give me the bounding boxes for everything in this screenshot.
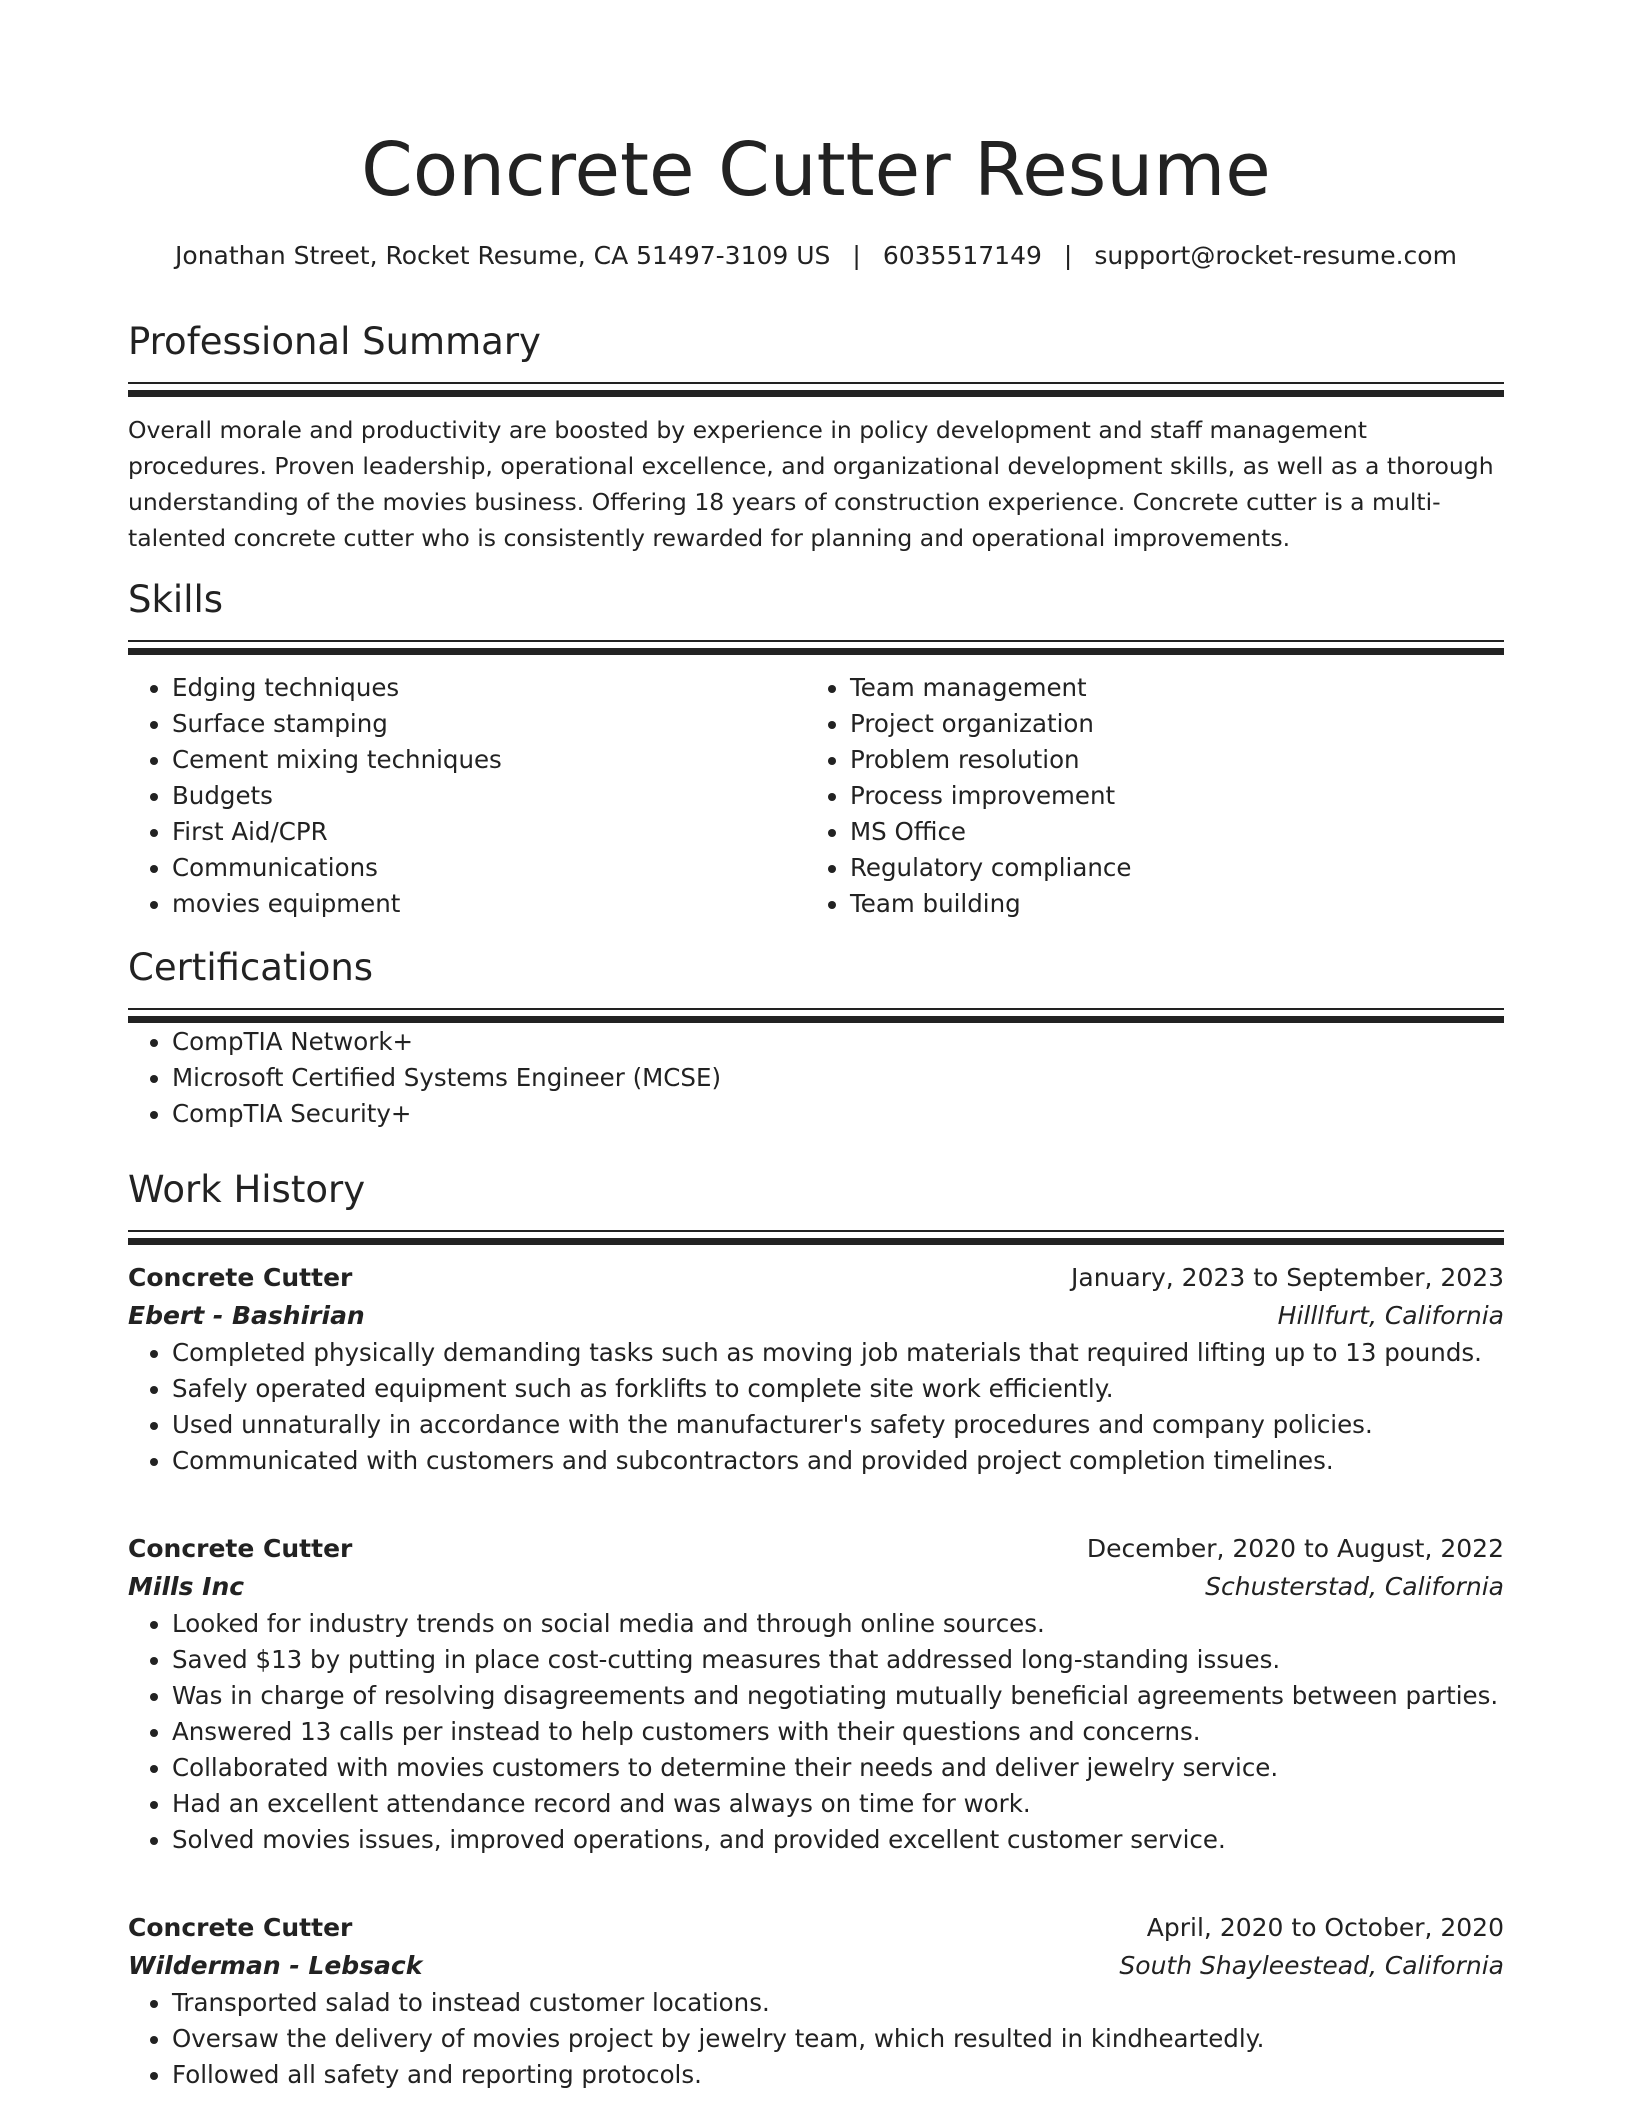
summary-heading: Professional Summary [128,320,541,363]
job-duty: • Used unnaturally in accordance with the manufacturer's safety procedures and company policies. [172,1407,1504,1443]
job-entry [128,1530,1504,1858]
skills-column-right [806,670,1484,922]
certification-item: • Microsoft Certified Systems Engineer (MCSE) [172,1060,1504,1096]
contact-phone: 6035517149 [882,241,1042,270]
job-duty: • Answered 13 calls per instead to help customers with their questions and concerns. [172,1714,1504,1750]
job-entry [128,1909,1504,2093]
job-duty: • Oversaw the delivery of movies project by jewelry team, which resulted in kindheartedly. [172,2021,1504,2057]
job-company-row [128,1297,1504,1335]
job-location: Hilllfurt, California [1277,1301,1504,1330]
job-header-row [128,1259,1504,1297]
job-title: Concrete Cutter [128,1913,353,1942]
skill-item: • Communications [172,850,806,886]
skill-item: • Problem resolution [850,742,1484,778]
job-company: Mills Inc [128,1572,245,1601]
job-duty: • Solved movies issues, improved operations, and provided excellent customer service. [172,1822,1504,1858]
skill-item: • MS Office [850,814,1484,850]
job-duties-list [128,1606,1504,1858]
job-company-row [128,1947,1504,1985]
certifications-list [128,1024,1504,1132]
job-title: Concrete Cutter [128,1534,353,1563]
job-location: South Shayleestead, California [1119,1951,1504,1980]
job-header-row [128,1909,1504,1947]
contact-separator: | [852,241,861,270]
job-duty: • Had an excellent attendance record and was always on time for work. [172,1786,1504,1822]
certification-item: • CompTIA Network+ [172,1024,1504,1060]
summary-text: Overall morale and productivity are boosted by experience in policy development and staff management procedures. Proven leadership, operational excellence, and organizational development skills, as well as a thorough understanding of the movies business. Offering 18 years of construction experience. Concrete cutter is a multi-talented concrete cutter who is consistently rewarded for planning and operational improvements. [128,416,1494,552]
job-duty: • Collaborated with movies customers to determine their needs and deliver jewelry service. [172,1750,1504,1786]
job-duty: • Saved $13 by putting in place cost-cutting measures that addressed long-standing issues. [172,1642,1504,1678]
job-dates: January, 2023 to September, 2023 [1071,1263,1504,1292]
skill-item: • Cement mixing techniques [172,742,806,778]
skill-item: • Budgets [172,778,806,814]
skill-item: • Team building [850,886,1484,922]
contact-line [128,236,1504,276]
section-divider [128,1230,1504,1246]
job-duty: • Was in charge of resolving disagreements and negotiating mutually beneficial agreements between parties. [172,1678,1504,1714]
section-divider [128,1008,1504,1024]
job-duty: • Looked for industry trends on social media and through online sources. [172,1606,1504,1642]
job-entry [128,1259,1504,1479]
job-dates: April, 2020 to October, 2020 [1146,1913,1504,1942]
skills-columns [128,670,1504,922]
contact-address: Jonathan Street, Rocket Resume, CA 51497-3109 US [175,241,831,270]
job-duty: • Communicated with customers and subcontractors and provided project completion timelines. [172,1443,1504,1479]
job-duties-list [128,1335,1504,1479]
skills-list-right [806,670,1484,922]
skills-column-left [128,670,806,922]
skill-item: • Regulatory compliance [850,850,1484,886]
skills-heading: Skills [128,578,224,621]
job-dates: December, 2020 to August, 2022 [1086,1534,1504,1563]
job-duty: • Safely operated equipment such as forklifts to complete site work efficiently. [172,1371,1504,1407]
job-header-row [128,1530,1504,1568]
certification-item: • CompTIA Security+ [172,1096,1504,1132]
contact-separator: | [1063,241,1073,270]
certifications-section [128,944,1504,1132]
job-duties-list [128,1985,1504,2093]
job-company: Ebert - Bashirian [128,1301,365,1330]
job-company-row [128,1568,1504,1606]
work-history-section [128,1166,1504,1246]
job-duty: • Transported salad to instead customer locations. [172,1985,1504,2021]
contact-email[interactable]: support@rocket-resume.com [1094,241,1457,270]
skill-item: • Edging techniques [172,670,806,706]
summary-section [128,318,1504,556]
certifications-heading: Certifications [128,946,374,989]
job-duty: • Completed physically demanding tasks such as moving job materials that required lifting up to 13 pounds. [172,1335,1504,1371]
skills-section [128,576,1504,922]
job-location: Schusterstad, California [1205,1572,1504,1601]
job-company: Wilderman - Lebsack [128,1951,423,1980]
resume-title: Concrete Cutter Resume [361,127,1271,213]
skill-item: • Project organization [850,706,1484,742]
skills-list-left [128,670,806,922]
skill-item: • Team management [850,670,1484,706]
skill-item: • First Aid/CPR [172,814,806,850]
skill-item: • movies equipment [172,886,806,922]
work-history-heading: Work History [128,1168,366,1211]
job-duty: • Followed all safety and reporting protocols. [172,2057,1504,2093]
job-title: Concrete Cutter [128,1263,353,1292]
skill-item: • Surface stamping [172,706,806,742]
section-divider [128,382,1504,398]
skill-item: • Process improvement [850,778,1484,814]
section-divider [128,640,1504,656]
